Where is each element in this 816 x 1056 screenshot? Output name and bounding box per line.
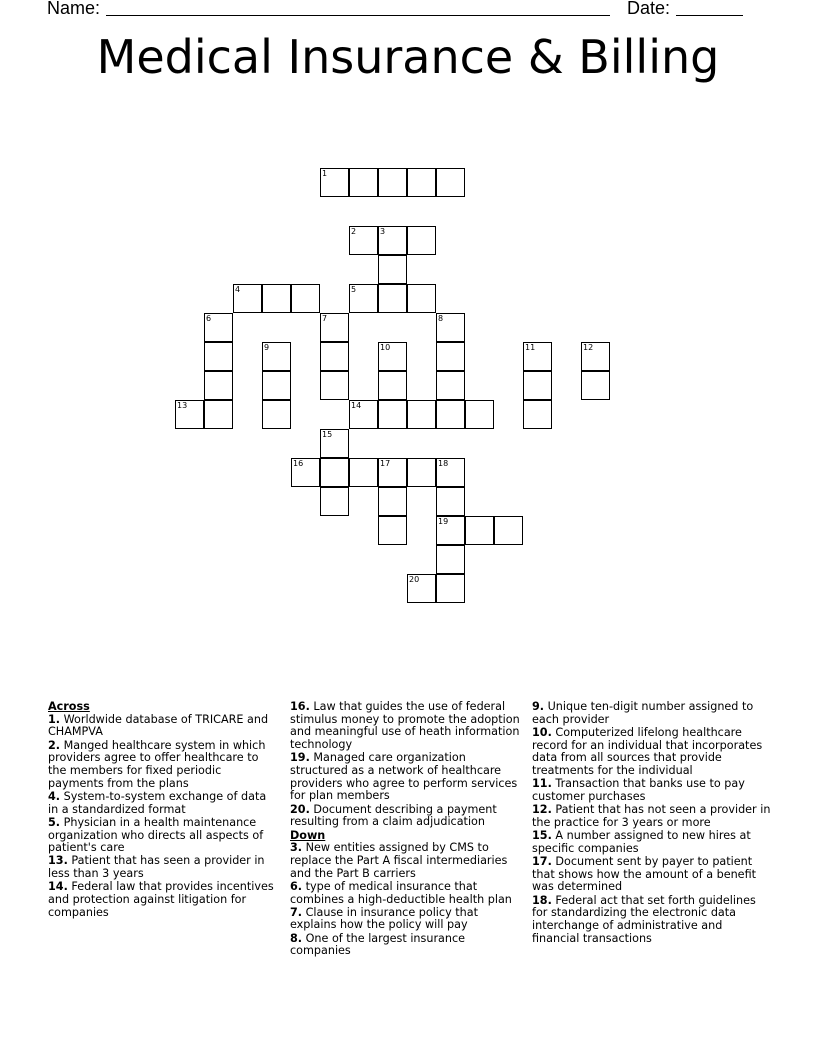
cell-number: 10 (380, 343, 391, 352)
clue-across-14: 14. Federal law that provides incentives and protection against litigation for companies (48, 880, 274, 919)
crossword-cell[interactable] (436, 458, 465, 487)
crossword-cell[interactable] (349, 458, 378, 487)
clue-down-9: 9. Unique ten-digit number assigned to each provider (532, 700, 754, 726)
crossword-cell[interactable] (436, 487, 465, 516)
crossword-cell[interactable] (436, 371, 465, 400)
clue-across-13: 13. Patient that has seen a provider in less than 3 years (48, 854, 265, 881)
crossword-cell[interactable] (320, 342, 349, 371)
crossword-cell[interactable] (465, 516, 494, 545)
clue-across-2: 2. Manged healthcare system in which providers agree to offer healthcare to the members for fixed periodic payments from the plans (48, 738, 266, 790)
crossword-cell[interactable] (262, 400, 291, 429)
crossword-cell[interactable] (581, 371, 610, 400)
cell-number: 16 (293, 459, 304, 468)
crossword-cell[interactable] (494, 516, 523, 545)
cell-number: 9 (264, 343, 270, 352)
clue-across-19: 19. Managed care organization structured as a network of healthcare providers who agree to perform services for plan members (290, 751, 518, 803)
crossword-cell[interactable] (175, 400, 204, 429)
clue-across-20: 20. Document describing a payment resulting from a claim adjudication (290, 802, 497, 829)
cell-number: 14 (351, 401, 362, 410)
clue-down-7: 7. Clause in insurance policy that explains how the policy will pay (290, 905, 478, 932)
crossword-cell[interactable] (581, 342, 610, 371)
page-title: Medical Insurance & Billing (96, 30, 720, 84)
crossword-cell[interactable] (320, 168, 349, 197)
cell-number: 5 (351, 285, 357, 294)
crossword-cell[interactable] (407, 574, 436, 603)
crossword-cell[interactable] (378, 458, 407, 487)
crossword-cell[interactable] (291, 458, 320, 487)
crossword-cell[interactable] (378, 284, 407, 313)
date-label: Date: (627, 0, 671, 18)
crossword-cell[interactable] (349, 226, 378, 255)
clue-down-6: 6. type of medical insurance that combines a high-deductible health plan (290, 879, 512, 906)
crossword-cell[interactable] (378, 516, 407, 545)
crossword-cell[interactable] (233, 284, 262, 313)
cell-number: 4 (235, 285, 241, 294)
clue-across-4: 4. System-to-system exchange of data in a standardized format (48, 789, 267, 816)
crossword-cell[interactable] (378, 400, 407, 429)
crossword-cell[interactable] (436, 400, 465, 429)
across-heading: Across (48, 700, 90, 713)
cell-number: 15 (322, 430, 333, 439)
crossword-cell[interactable] (378, 342, 407, 371)
crossword-cell[interactable] (262, 284, 291, 313)
crossword-cell[interactable] (204, 342, 233, 371)
crossword-cell[interactable] (320, 487, 349, 516)
crossword-cell[interactable] (378, 168, 407, 197)
crossword-cell[interactable] (291, 284, 320, 313)
crossword-cell[interactable] (407, 458, 436, 487)
cell-number: 6 (206, 314, 212, 323)
clue-across-5: 5. Physician in a health maintenance organization who directs all aspects of patient's care (48, 815, 264, 855)
crossword-cell[interactable] (523, 371, 552, 400)
crossword-cell[interactable] (436, 545, 465, 574)
crossword-cell[interactable] (378, 487, 407, 516)
cell-number: 13 (177, 401, 188, 410)
crossword-cell[interactable] (262, 371, 291, 400)
clue-across-1: 1. Worldwide database of TRICARE and CHAMPVA (48, 712, 269, 739)
crossword-cell[interactable] (436, 313, 465, 342)
crossword-cell[interactable] (320, 371, 349, 400)
cell-number: 2 (351, 227, 357, 236)
clue-down-15: 15. A number assigned to new hires at specific companies (532, 829, 751, 855)
clue-down-11: 11. Transaction that banks use to pay customer purchases (532, 777, 745, 803)
crossword-cell[interactable] (378, 226, 407, 255)
clue-down-17: 17. Document sent by payer to patient that shows how the amount of a benefit was determined (532, 854, 756, 894)
crossword-cell[interactable] (349, 400, 378, 429)
cell-number: 8 (438, 314, 444, 323)
crossword-cell[interactable] (436, 342, 465, 371)
clues-column-1 (48, 701, 276, 920)
down-heading: Down (290, 828, 326, 842)
clue-down-12: 12. Patient that has not seen a provider in the practice for 3 years or more (532, 803, 771, 829)
cell-number: 3 (380, 227, 386, 236)
crossword-cell[interactable] (407, 284, 436, 313)
cell-number: 19 (438, 517, 449, 526)
crossword-cell[interactable] (407, 226, 436, 255)
crossword-cell[interactable] (407, 168, 436, 197)
crossword-cell[interactable] (378, 371, 407, 400)
cell-number: 7 (322, 314, 328, 323)
clue-down-8: 8. One of the largest insurance companies (290, 931, 466, 958)
crossword-cell[interactable] (436, 168, 465, 197)
cell-number: 11 (525, 343, 536, 352)
cell-number: 17 (380, 459, 391, 468)
crossword-cell[interactable] (320, 429, 349, 458)
crossword-cell[interactable] (436, 574, 465, 603)
crossword-cell[interactable] (320, 458, 349, 487)
clues-column-3 (532, 701, 772, 946)
crossword-cell[interactable] (436, 516, 465, 545)
crossword-cell[interactable] (320, 313, 349, 342)
cell-number: 20 (409, 575, 420, 584)
crossword-cell[interactable] (349, 168, 378, 197)
crossword-cell[interactable] (204, 313, 233, 342)
cell-number: 18 (438, 459, 449, 468)
crossword-cell[interactable] (378, 255, 407, 284)
cell-number: 1 (322, 169, 328, 178)
crossword-cell[interactable] (262, 342, 291, 371)
crossword-cell[interactable] (204, 371, 233, 400)
crossword-cell[interactable] (407, 400, 436, 429)
crossword-cell[interactable] (349, 284, 378, 313)
cell-number: 12 (583, 343, 594, 352)
clue-across-16: 16. Law that guides the use of federal stimulus money to promote the adoption and meaningful use of heath information technology (290, 700, 520, 752)
name-label: Name: (47, 0, 101, 18)
clue-down-10: 10. Computerized lifelong healthcare record for an individual that incorporates data from all sources that provide treatments for the individual (532, 725, 763, 778)
crossword-cell[interactable] (465, 400, 494, 429)
crossword-cell[interactable] (523, 400, 552, 429)
crossword-cell[interactable] (523, 342, 552, 371)
clue-down-18: 18. Federal act that set forth guidelines for standardizing the electronic data interchange of administrative and financial transactions (532, 893, 756, 945)
clues-column-2 (290, 701, 526, 959)
crossword-cell[interactable] (204, 400, 233, 429)
clue-down-3: 3. New entities assigned by CMS to replace the Part A fiscal intermediaries and the Part B carriers (290, 841, 508, 880)
